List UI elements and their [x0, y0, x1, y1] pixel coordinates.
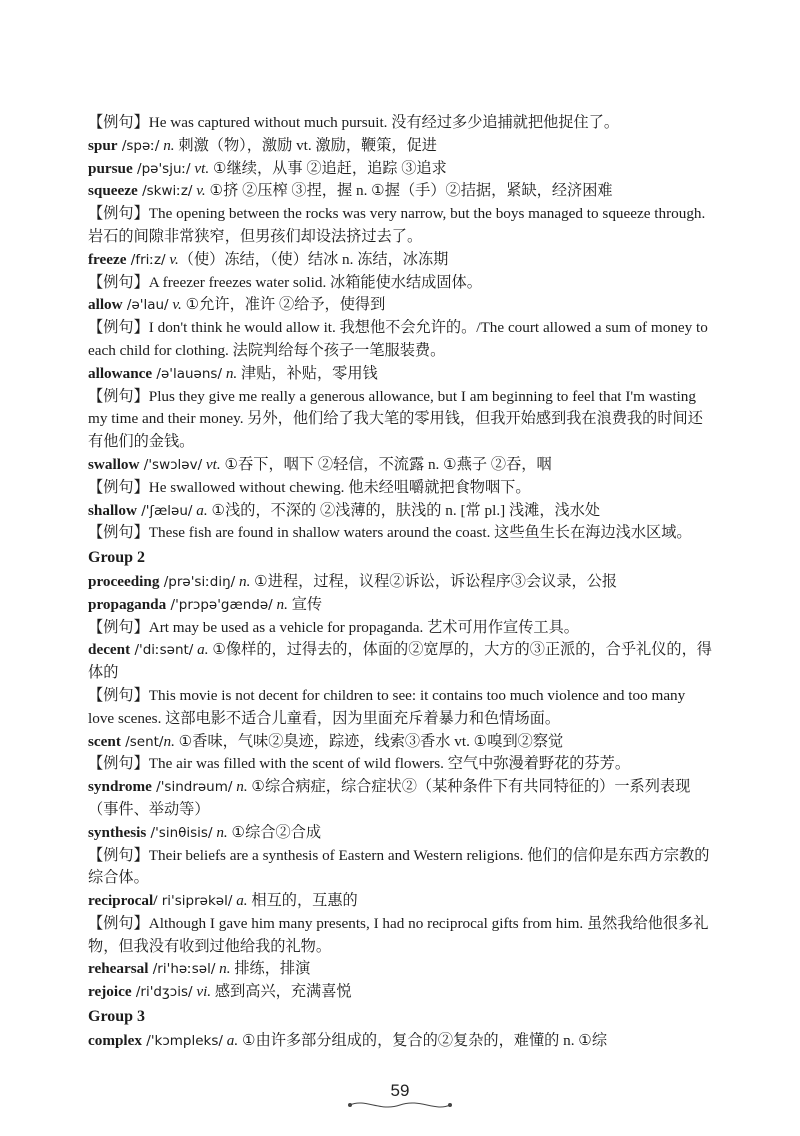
- definition: 津贴，补贴，零用钱: [237, 364, 378, 382]
- part-of-speech: v.: [192, 182, 206, 200]
- group-heading: Group 2: [88, 549, 146, 567]
- vocab-entry: [88, 158, 713, 181]
- part-of-speech: a.: [193, 641, 209, 659]
- definition: ①允许，准许 ②给予，使得到: [181, 296, 386, 314]
- pronunciation: /sent/: [120, 733, 164, 750]
- pronunciation: /'sindrəum/: [151, 779, 233, 796]
- part-of-speech: a.: [192, 501, 208, 519]
- example-sentence: 【例句】Although I gave him many presents, I had no reciprocal gifts from him. 虽然我给他很多礼物，但我没有收到过他给我的礼物。: [88, 914, 709, 955]
- headword: spur: [88, 136, 118, 154]
- example-sentence: 【例句】The air was filled with the scent of wild flowers. 空气中弥漫着野花的芬芳。: [88, 755, 631, 773]
- headword: rejoice: [88, 983, 132, 1001]
- pronunciation: /skwiːz/: [137, 183, 193, 200]
- definition: 感到高兴，充满喜悦: [211, 983, 352, 1001]
- vocab-entry: [88, 294, 713, 317]
- vocab-entry: [88, 822, 713, 845]
- example-sentence: 【例句】A freezer freezes water solid. 冰箱能使水结成固体。: [88, 273, 482, 291]
- pronunciation: /ə'lauəns/: [152, 365, 223, 382]
- example-sentence: 【例句】The opening between the rocks was very narrow, but the boys managed to squeeze through. 岩石的间隙非常狭窄，但男孩们却设法挤过去了。: [88, 205, 706, 245]
- headword: squeeze: [88, 182, 138, 200]
- dictionary-page: [88, 112, 713, 1053]
- example-sentence: 【例句】These fish are found in shallow waters around the coast. 这些鱼生长在海边浅水区域。: [88, 524, 692, 542]
- headword: shallow: [88, 501, 137, 519]
- definition: ①像样的，过得去的，体面的②宽厚的，大方的③正派的，合乎礼仪的，得体的: [88, 641, 712, 682]
- vocab-entry: [88, 731, 713, 754]
- pronunciation: ri'siprəkəl/: [157, 893, 233, 910]
- definition: ①继续，从事 ②追赶，追踪 ③追求: [209, 159, 447, 177]
- part-of-speech: v.: [168, 296, 182, 314]
- definition: 宣传: [287, 595, 323, 613]
- pronunciation: /'diːsənt/: [130, 642, 194, 659]
- example-sentence: 【例句】Their beliefs are a synthesis of Eastern and Western religions. 他们的信仰是东西方宗教的综合体。: [88, 846, 710, 887]
- part-of-speech: n.: [235, 572, 251, 590]
- headword: pursue: [88, 159, 133, 177]
- part-of-speech: n.: [232, 778, 248, 796]
- vocab-entry: [88, 981, 713, 1004]
- pronunciation: /pə'sjuː/: [132, 160, 191, 177]
- part-of-speech: n.: [222, 364, 238, 382]
- pronunciation: /'kɔmpleks/: [142, 1032, 223, 1049]
- vocab-entry: [88, 776, 713, 822]
- headword: rehearsal: [88, 960, 149, 978]
- vocab-entry: [88, 1030, 713, 1053]
- page-number: 59: [390, 1081, 410, 1100]
- pronunciation: /'swɔləv/: [139, 456, 203, 473]
- headword: complex: [88, 1031, 142, 1049]
- headword: freeze: [88, 250, 127, 268]
- definition: 排练，排演: [230, 960, 311, 978]
- vocab-entry: [88, 135, 713, 158]
- part-of-speech: a.: [232, 892, 248, 910]
- vocab-entry: [88, 958, 713, 981]
- headword: scent: [88, 732, 121, 750]
- part-of-speech: n.: [212, 823, 228, 841]
- part-of-speech: n.: [272, 595, 288, 613]
- definition: ①由许多部分组成的，复合的②复杂的，难懂的 n. ①综: [238, 1031, 608, 1049]
- vocab-entry: [88, 639, 713, 685]
- example-sentence: 【例句】He was captured without much pursuit. 没有经过多少追捕就把他捉住了。: [88, 114, 620, 131]
- definition: ①综合病症，综合症状②（某种条件下有共同特征的）一系列表现（事件、举动等）: [88, 778, 691, 818]
- headword: reciprocal/: [88, 892, 158, 910]
- example-sentence: 【例句】I don't think he would allow it. 我想他不会允许的。/The court allowed a sum of money to each child for clothing. 法院判给每个孩子一笔服装费。: [88, 319, 708, 359]
- headword: allowance: [88, 364, 153, 382]
- definition: ①进程，过程，议程②诉讼，诉讼程序③会议录，公报: [250, 572, 618, 590]
- group-heading: Group 3: [88, 1008, 146, 1026]
- headword: proceeding: [88, 572, 160, 590]
- pronunciation: /ri'dʒɔis/: [131, 984, 193, 1001]
- ornament-icon: [340, 1098, 460, 1112]
- definition: ①挤 ②压榨 ③捏，握 n. ①握（手）②拮据，紧缺，经济困难: [205, 182, 613, 200]
- part-of-speech: vt.: [202, 455, 221, 473]
- part-of-speech: n.: [159, 136, 175, 154]
- part-of-speech: vt.: [190, 159, 210, 177]
- vocab-entry: [88, 249, 713, 272]
- vocab-entry: [88, 180, 713, 203]
- headword: synthesis: [88, 823, 147, 841]
- definition: 相互的，互惠的: [247, 892, 358, 910]
- headword: swallow: [88, 455, 140, 473]
- pronunciation: /friːz/: [126, 251, 166, 268]
- pronunciation: /ri'həːsəl/: [148, 961, 216, 978]
- part-of-speech: vi.: [192, 983, 212, 1001]
- definition: ①浅的，不深的 ②浅薄的，肤浅的 n. [常 pl.] 浅滩，浅水处: [207, 501, 601, 519]
- example-sentence: 【例句】Art may be used as a vehicle for propaganda. 艺术可用作宣传工具。: [88, 618, 579, 636]
- part-of-speech: n.: [215, 960, 231, 978]
- example-sentence: 【例句】He swallowed without chewing. 他未经咀嚼就把食物咽下。: [88, 478, 531, 496]
- pronunciation: /spəː/: [117, 137, 160, 154]
- definition: ①香味，气味②臭迹，踪迹，线索③香水 vt. ①嗅到②察觉: [174, 732, 564, 750]
- definition: 刺激（物），激励 vt. 激励，鞭策，促进: [174, 136, 437, 154]
- definition: ①吞下，咽下 ②轻信，不流露 n. ①燕子 ②吞，咽: [220, 455, 552, 473]
- vocab-entry: [88, 594, 713, 617]
- vocab-entry: [88, 571, 713, 594]
- definition: （使）冻结，（使）结冰 n. 冻结，冰冻期: [178, 250, 449, 268]
- vocab-entry: [88, 500, 713, 523]
- part-of-speech: n.: [163, 732, 175, 750]
- pronunciation: /'ʃæləu/: [136, 502, 193, 519]
- vocab-entry: [88, 454, 713, 477]
- example-sentence: 【例句】Plus they give me really a generous allowance, but I am beginning to feel that I'm wasting my time and their money. 另外，他们给了我大笔的零用钱，但我开始感到我在浪费我的时间还有他们的金钱。: [88, 387, 703, 451]
- definition: ①综合②合成: [227, 823, 322, 841]
- pronunciation: /'sinθisis/: [146, 824, 213, 841]
- pronunciation: /prə'siːdiŋ/: [159, 573, 236, 590]
- part-of-speech: a.: [222, 1031, 239, 1049]
- headword: allow: [88, 296, 123, 314]
- vocab-entry: [88, 363, 713, 386]
- part-of-speech: v.: [165, 250, 179, 268]
- vocab-entry: [88, 890, 713, 913]
- pronunciation: /ə'lau/: [122, 297, 169, 314]
- headword: syndrome: [88, 778, 152, 796]
- headword: propaganda: [88, 595, 167, 613]
- headword: decent: [88, 641, 131, 659]
- example-sentence: 【例句】This movie is not decent for children to see: it contains too much violence and too many love scenes. 这部电影不适合儿童看，因为里面充斥着暴力和色情场面。: [88, 686, 686, 727]
- pronunciation: /'prɔpə'gændə/: [166, 596, 273, 613]
